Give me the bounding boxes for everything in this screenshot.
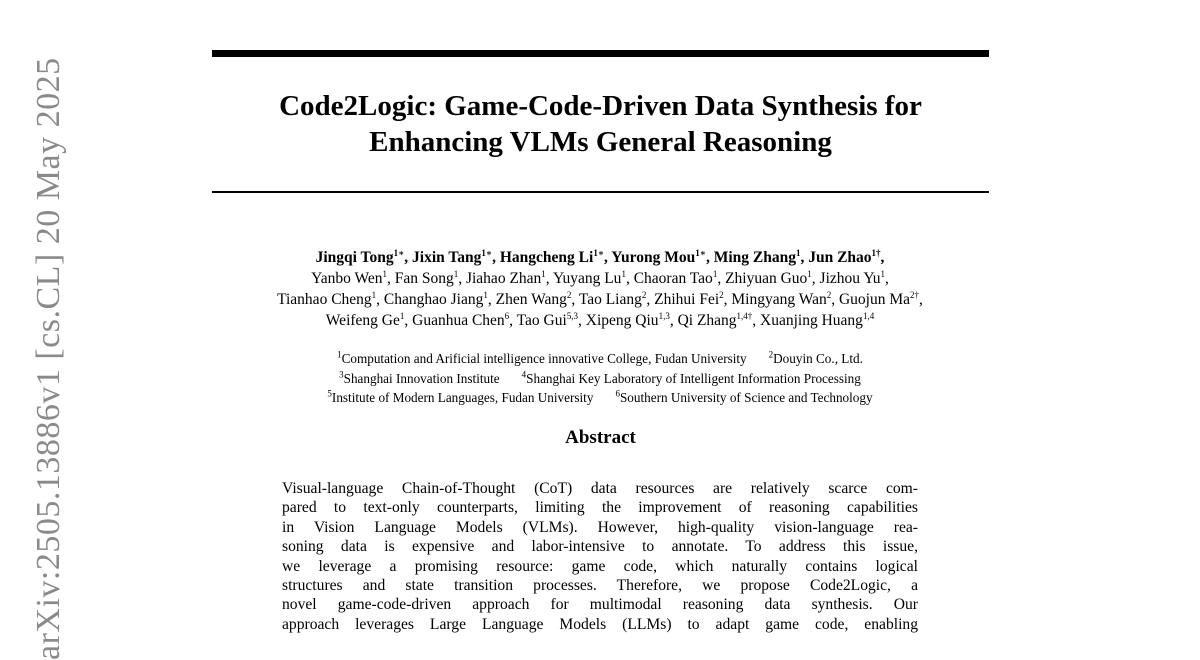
- author-name: Qi Zhang: [677, 312, 737, 329]
- author-separator: ,: [458, 270, 466, 287]
- author-affiliation-mark: 1: [483, 289, 488, 300]
- author-name: Jun Zhao: [808, 249, 872, 266]
- affiliation-line-1: [150, 349, 1050, 369]
- author-affiliation-mark: 1∗: [393, 247, 405, 258]
- author-affiliation-mark: 2: [719, 289, 724, 300]
- author-separator: ,: [646, 291, 655, 308]
- author-name: Yurong Mou: [611, 249, 696, 266]
- author-line-3: [150, 289, 1050, 310]
- author-separator: ,: [545, 270, 553, 287]
- author-affiliation-mark: 2: [826, 289, 832, 300]
- author-affiliation-mark: 1: [712, 268, 718, 279]
- author-name: Jizhou Yu: [819, 270, 881, 287]
- author-name: Mingyang Wan: [731, 291, 827, 308]
- author-list: [150, 247, 1050, 331]
- author-separator: ,: [669, 312, 678, 329]
- author-name: Hangcheng Li: [499, 249, 594, 266]
- author-affiliation-mark: 1,4: [862, 310, 875, 321]
- paper-title: [212, 88, 989, 160]
- author-line-4: [150, 310, 1050, 331]
- affiliation-number: 2: [768, 349, 774, 360]
- author-affiliation-mark: 1: [880, 268, 886, 279]
- title-line-2: Enhancing VLMs General Reasoning: [369, 126, 832, 158]
- author-line-2: [150, 268, 1050, 289]
- abstract-line: novel game-code-driven approach for multimodal reasoning data synthesis. Our: [282, 596, 918, 614]
- abstract-line: we leverage a promising resource: game code, which naturally contains logical: [282, 557, 918, 575]
- author-separator: ,: [625, 270, 634, 287]
- author-name: Guanhua Chen: [412, 312, 505, 329]
- author-name: Tianhao Cheng: [277, 291, 372, 308]
- author-affiliation-mark: 1,3: [658, 310, 670, 321]
- author-name: Tao Liang: [578, 291, 642, 308]
- author-separator: ,: [604, 249, 612, 266]
- author-affiliation-mark: 2†: [910, 289, 920, 300]
- abstract-line: in Vision Language Models (VLMs). However, high-quality vision-language rea-: [282, 518, 918, 536]
- author-name: Zhen Wang: [495, 291, 567, 308]
- author-affiliation-mark: 1∗: [481, 247, 493, 258]
- author-name: Jixin Tang: [412, 249, 482, 266]
- affiliation-name: Computation and Arificial intelligence innovative College, Fudan University: [341, 351, 747, 366]
- author-separator: ,: [723, 291, 732, 308]
- title-bottom-rule: [212, 191, 989, 193]
- author-affiliation-mark: 1,4†: [736, 310, 753, 321]
- author-separator: ,: [386, 270, 395, 287]
- author-affiliation-mark: 1†: [871, 247, 881, 258]
- abstract-line: approach leverages Large Language Models (LLMs) to adapt game code, enabling: [282, 615, 918, 633]
- author-affiliation-mark: 1: [621, 268, 626, 279]
- affiliation-name: Southern University of Science and Technology: [619, 390, 873, 405]
- author-separator: ,: [705, 249, 714, 266]
- abstract-line: soning data is expensive and labor-intensive to annotate. To address this issue,: [282, 538, 918, 556]
- author-separator: ,: [752, 312, 761, 329]
- author-affiliation-mark: 5,3: [566, 310, 579, 321]
- author-separator: ,: [717, 270, 726, 287]
- affiliation-name: Shanghai Key Laboratory of Intelligent Information Processing: [526, 370, 861, 386]
- abstract-heading: Abstract: [565, 427, 636, 448]
- author-affiliation-mark: 1∗: [593, 247, 605, 258]
- author-separator: ,: [578, 312, 586, 329]
- arxiv-stamp-text: arXiv:2505.13886v1 [cs.CL] 20 May 2025: [30, 57, 67, 660]
- author-name: Ming Zhang: [713, 249, 796, 266]
- affiliation-number: 1: [337, 349, 342, 360]
- author-separator: ,: [919, 291, 923, 308]
- author-name: Changhao Jiang: [383, 291, 484, 308]
- author-separator: ,: [376, 291, 384, 308]
- affiliation-name: Institute of Modern Languages, Fudan University: [331, 390, 594, 405]
- author-name: Chaoran Tao: [633, 270, 713, 287]
- author-affiliation-mark: 6: [504, 310, 510, 321]
- title-top-rule: [212, 50, 989, 57]
- author-name: Weifeng Ge: [325, 312, 400, 329]
- title-line-1: Code2Logic: Game-Code-Driven Data Synthesis for: [279, 90, 922, 122]
- author-name: Yuyang Lu: [552, 270, 622, 287]
- affiliation-line-3: [150, 388, 1050, 408]
- author-separator: ,: [880, 249, 885, 266]
- author-name: Tao Gui: [516, 312, 567, 329]
- author-separator: ,: [571, 291, 579, 308]
- author-affiliation-mark: 1: [807, 268, 812, 279]
- affiliation-line-2: [150, 369, 1050, 389]
- affiliation-name: Douyin Co., Ltd.: [773, 351, 863, 366]
- author-separator: ,: [800, 249, 809, 266]
- author-separator: ,: [404, 312, 413, 329]
- author-line-1: [150, 247, 1050, 268]
- author-affiliation-mark: 1: [795, 247, 801, 258]
- abstract-body: [282, 479, 918, 634]
- author-affiliation-mark: 1: [371, 289, 377, 300]
- author-affiliation-mark: 1: [541, 268, 546, 279]
- affiliation-number: 6: [615, 388, 620, 399]
- author-affiliation-mark: 1: [399, 310, 405, 321]
- author-separator: ,: [404, 249, 413, 266]
- author-separator: ,: [492, 249, 500, 266]
- affiliation-number: 5: [327, 388, 332, 399]
- author-separator: ,: [509, 312, 517, 329]
- author-separator: ,: [811, 270, 820, 287]
- author-name: Jingqi Tong: [315, 249, 394, 266]
- author-affiliation-mark: 2: [641, 289, 647, 300]
- arxiv-side-stamp: [22, 57, 82, 660]
- author-separator: ,: [885, 270, 889, 287]
- author-name: Yanbo Wen: [311, 270, 383, 287]
- author-affiliation-mark: 2: [566, 289, 572, 300]
- abstract-line: pared to text-only counterparts, limiting the improvement of reasoning capabilities: [282, 499, 918, 517]
- author-name: Zhihui Fei: [654, 291, 720, 308]
- author-name: Jiahao Zhan: [465, 270, 542, 287]
- affiliation-list: [150, 349, 1050, 408]
- author-name: Guojun Ma: [838, 291, 911, 308]
- author-affiliation-mark: 1: [453, 268, 459, 279]
- author-affiliation-mark: 1: [382, 268, 387, 279]
- author-separator: ,: [487, 291, 496, 308]
- author-name: Xipeng Qiu: [585, 312, 659, 329]
- author-name: Fan Song: [394, 270, 454, 287]
- author-separator: ,: [831, 291, 839, 308]
- author-name: Zhiyuan Guo: [725, 270, 808, 287]
- abstract-line: structures and state transition processes. Therefore, we propose Code2Logic, a: [282, 577, 918, 595]
- affiliation-number: 3: [339, 369, 344, 380]
- abstract-line: Visual-language Chain-of-Thought (CoT) data resources are relatively scarce com-: [282, 480, 918, 497]
- author-name: Xuanjing Huang: [760, 312, 863, 329]
- affiliation-number: 4: [521, 369, 527, 380]
- affiliation-name: Shanghai Innovation Institute: [343, 370, 500, 386]
- author-affiliation-mark: 1∗: [695, 247, 706, 258]
